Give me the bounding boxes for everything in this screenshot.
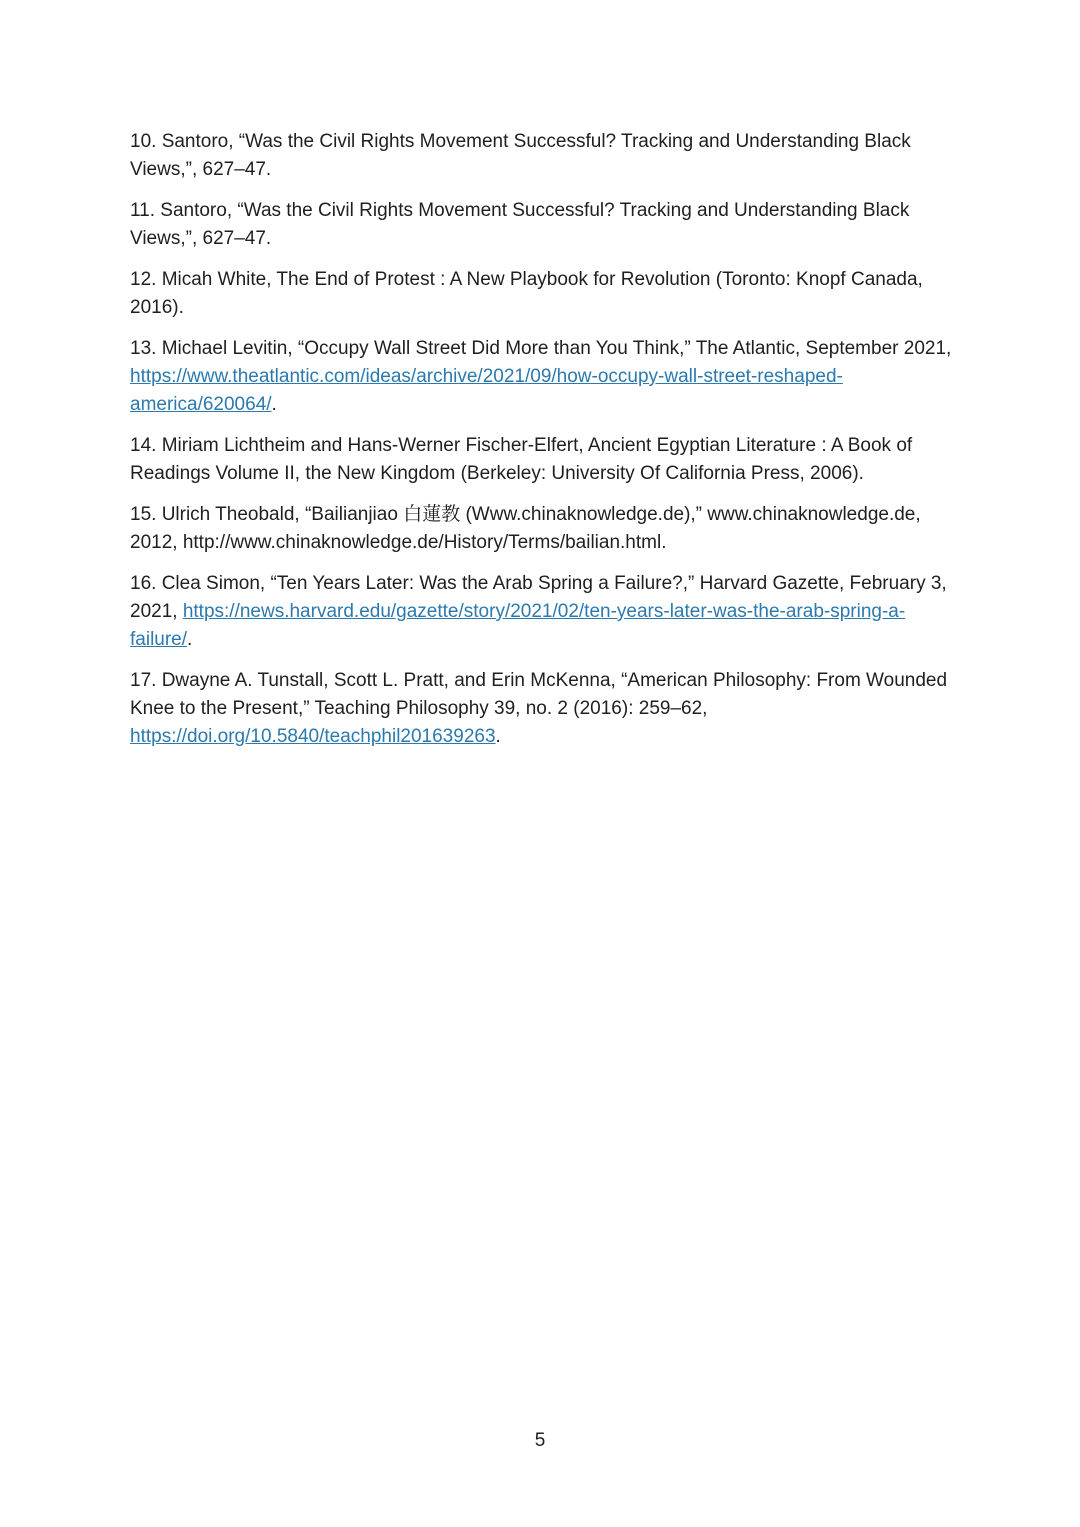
citation-text: . [271, 394, 277, 415]
citation-text: 10. Santoro, “Was the Civil Rights Movement Successful? Tracking and Understanding Black Views,”, 627–47. [130, 131, 911, 180]
citation-text: 14. Miriam Lichtheim and Hans-Werner Fischer-Elfert, Ancient Egyptian Literature : A Book of Readings Volume II, the New Kingdom (Berkeley: University Of California Press, 2006). [130, 435, 913, 484]
citation-paragraph [130, 432, 952, 488]
citation-paragraph [130, 266, 952, 322]
citation-paragraph [130, 335, 952, 419]
citation-paragraph [130, 570, 952, 654]
citation-paragraph [130, 667, 952, 751]
citation-paragraph [130, 197, 952, 253]
citation-text: 16. Clea Simon, “Ten Years Later: Was the Arab Spring a Failure?,” Harvard Gazette, February 3, 2021, [130, 573, 947, 622]
citations-list [130, 128, 952, 764]
citation-text: 13. Michael Levitin, “Occupy Wall Street Did More than You Think,” The Atlantic, September 2021, [130, 338, 952, 359]
citation-text: 12. Micah White, The End of Protest : A New Playbook for Revolution (Toronto: Knopf Canada, 2016). [130, 269, 923, 318]
citation-text: . [495, 726, 501, 747]
hyperlink[interactable]: https://doi.org/10.5840/teachphil201639263 [130, 726, 496, 747]
citation-text: 15. Ulrich Theobald, “Bailianjiao 白蓮教 (Www.chinaknowledge.de),” www.chinaknowledge.de, 2012, http://www.chinaknowledge.de/History/Terms/bailian.html. [130, 504, 921, 553]
citation-paragraph [130, 128, 952, 184]
citation-text: . [187, 629, 193, 650]
page-number: 5 [534, 1430, 546, 1451]
citation-text: 11. Santoro, “Was the Civil Rights Movement Successful? Tracking and Understanding Black Views,”, 627–47. [130, 200, 910, 249]
citation-text: 17. Dwayne A. Tunstall, Scott L. Pratt, and Erin McKenna, “American Philosophy: From Wounded Knee to the Present,” Teaching Philosophy 39, no. 2 (2016): 259–62, [130, 670, 948, 719]
citation-paragraph [130, 501, 952, 557]
hyperlink[interactable]: https://www.theatlantic.com/ideas/archive/2021/09/how-occupy-wall-street-reshaped-america/620064/ [130, 366, 843, 415]
page-footer [0, 1427, 1080, 1455]
hyperlink[interactable]: https://news.harvard.edu/gazette/story/2021/02/ten-years-later-was-the-arab-spring-a-failure/ [130, 601, 906, 650]
